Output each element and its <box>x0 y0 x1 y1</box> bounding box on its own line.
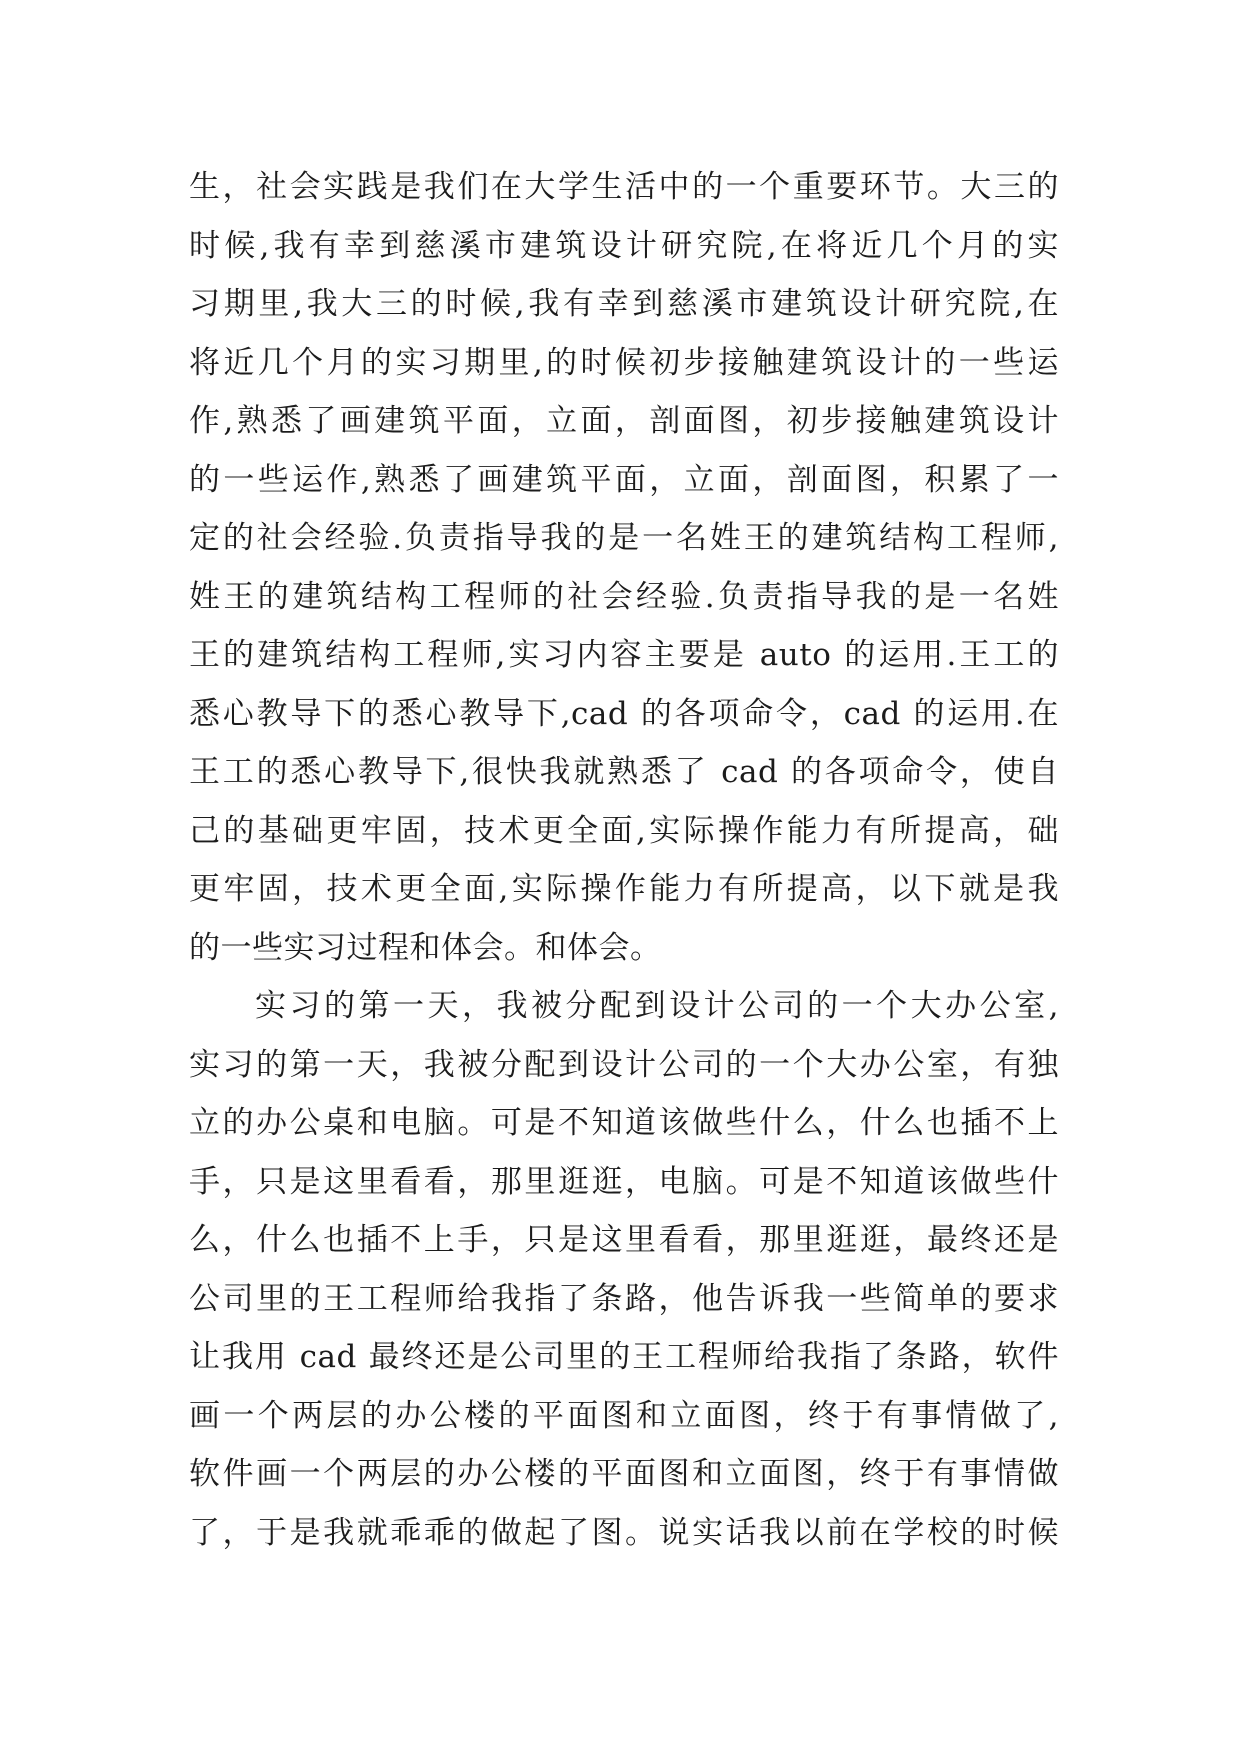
text-line: 公司里的王工程师给我指了条路，他告诉我一些简单的要求 <box>189 1280 1059 1317</box>
text-line: 定的社会经验.负责指导我的是一名姓王的建筑结构工程师, <box>189 520 1059 556</box>
text-line: 将近几个月的实习期里,的时候初步接触建筑设计的一些运 <box>189 344 1059 381</box>
text-line: 作,熟悉了画建筑平面，立面，剖面图，初步接触建筑设计 <box>189 403 1059 439</box>
text-line: 时候,我有幸到慈溪市建筑设计研究院,在将近几个月的实 <box>189 227 1059 264</box>
text-line: 么，什么也插不上手，只是这里看看，那里逛逛，最终还是 <box>189 1222 1059 1258</box>
text-line: 的一些运作,熟悉了画建筑平面，立面，剖面图，积累了一 <box>189 461 1059 498</box>
text-line: 更牢固，技术更全面,实际操作能力有所提高，以下就是我 <box>189 871 1059 907</box>
text-line: 王工的悉心教导下,很快我就熟悉了 cad 的各项命令，使自 <box>189 754 1059 790</box>
text-line: 了，于是我就乖乖的做起了图。说实话我以前在学校的时候 <box>189 1514 1059 1551</box>
text-line: 习期里,我大三的时候,我有幸到慈溪市建筑设计研究院,在 <box>189 286 1059 322</box>
text-line: 立的办公桌和电脑。可是不知道该做些什么，什么也插不上 <box>189 1105 1059 1141</box>
text-line: 实习的第一天，我被分配到设计公司的一个大办公室，有独 <box>189 1046 1059 1083</box>
text-line: 软件画一个两层的办公楼的平面图和立面图，终于有事情做 <box>189 1456 1059 1492</box>
text-line: 王的建筑结构工程师,实习内容主要是 auto 的运用.王工的 <box>189 637 1059 673</box>
text-line: 让我用 cad 最终还是公司里的王工程师给我指了条路，软件 <box>189 1339 1059 1375</box>
text-line: 悉心教导下的悉心教导下,cad 的各项命令，cad 的运用.在 <box>189 695 1059 732</box>
text-line: 实习的第一天，我被分配到设计公司的一个大办公室, <box>255 988 1059 1024</box>
paragraph-1 <box>189 158 1059 977</box>
text-line: 己的基础更牢固，技术更全面,实际操作能力有所提高，础 <box>189 812 1059 849</box>
text-line: 的一些实习过程和体会。和体会。 <box>189 929 662 966</box>
text-line: 姓王的建筑结构工程师的社会经验.负责指导我的是一名姓 <box>189 578 1059 615</box>
text-line: 画一个两层的办公楼的平面图和立面图，终于有事情做了, <box>189 1397 1059 1434</box>
text-line: 生，社会实践是我们在大学生活中的一个重要环节。大三的 <box>189 169 1059 205</box>
body-text <box>189 158 1059 1562</box>
text-line: 手，只是这里看看，那里逛逛，电脑。可是不知道该做些什 <box>189 1163 1059 1200</box>
paragraph-2 <box>189 977 1059 1562</box>
